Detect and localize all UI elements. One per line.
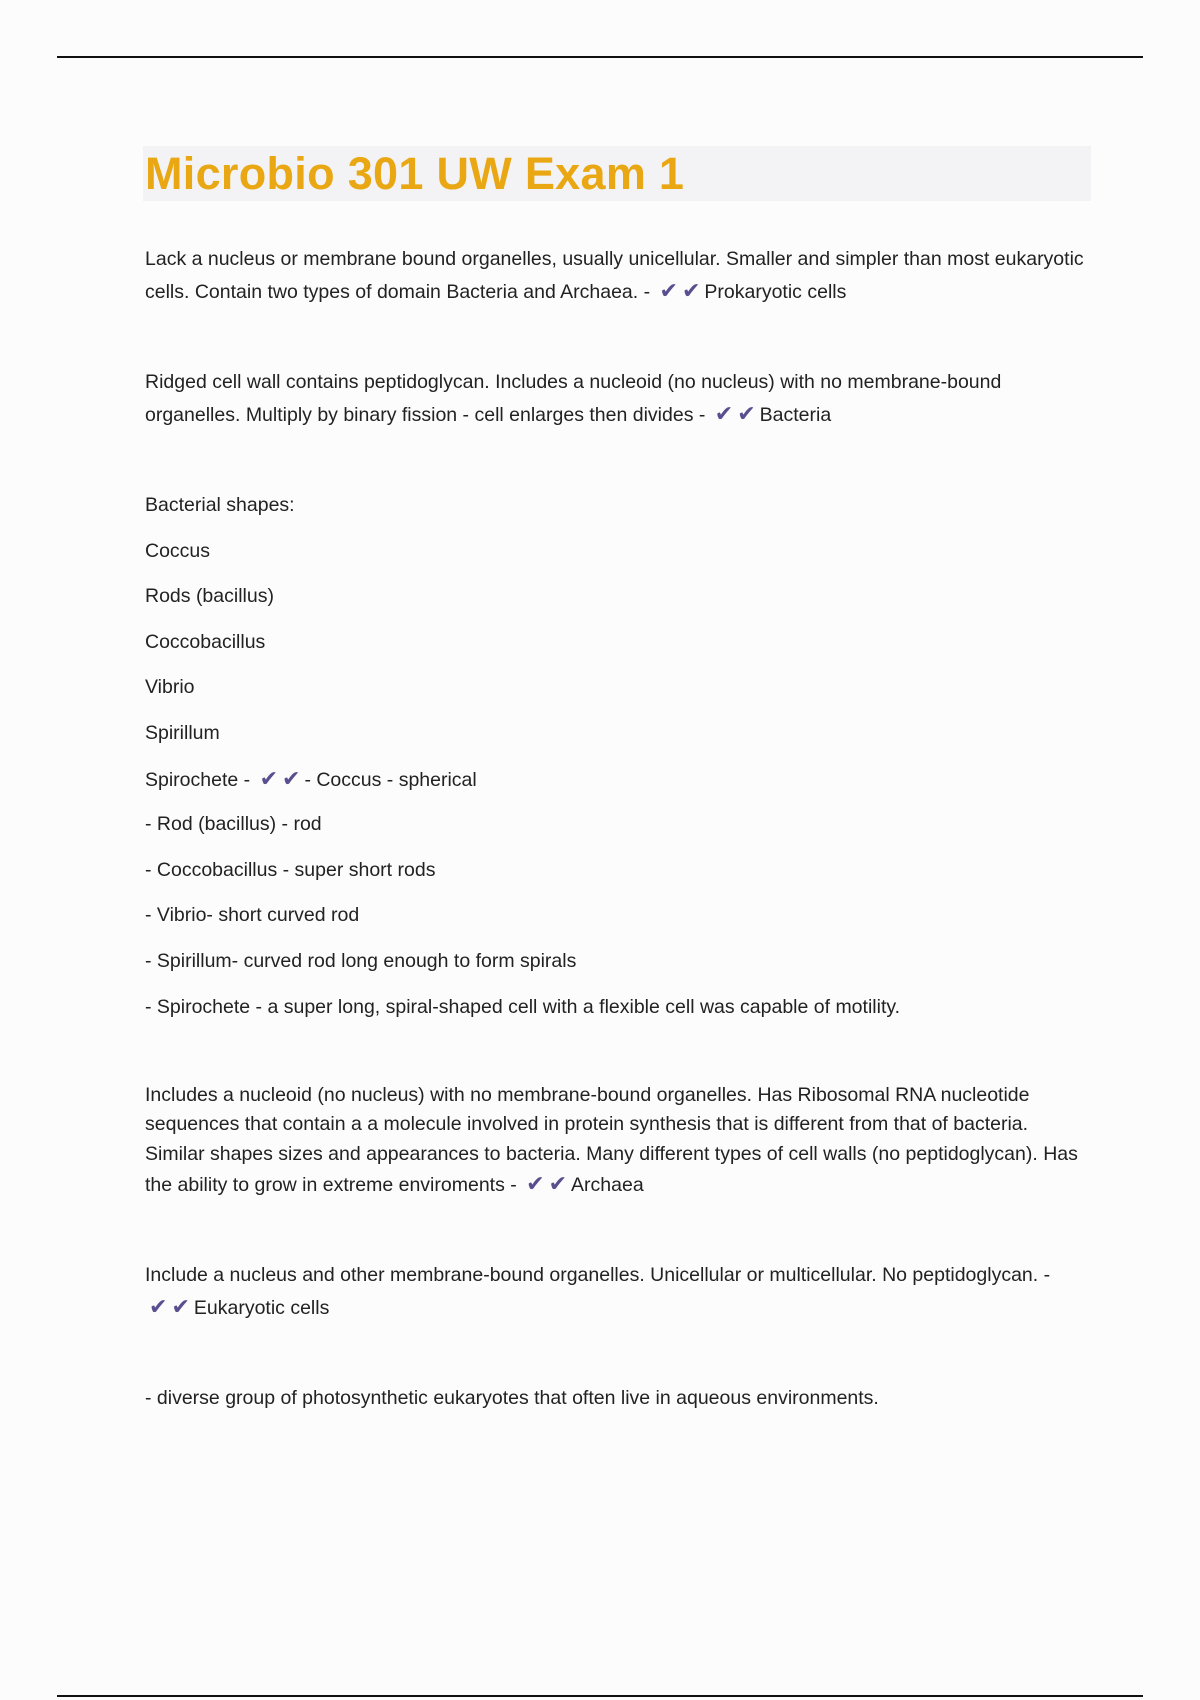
answer-marker — [715, 398, 756, 431]
document-title: Microbio 301 UW Exam 1 — [145, 148, 685, 199]
list-item: - Vibrio- short curved rod — [145, 904, 360, 927]
list-item: Rods (bacillus) — [145, 585, 274, 608]
check-icon: ✔ — [681, 278, 701, 303]
question-text: Includes a nucleoid (no nucleus) with no membrane-bound organelles. Has Ribosomal RNA nucleotide sequences that contain a a molecule involved in protein synthesis that is different from that of bacteria. Similar shapes sizes and appearances to bacteria. Many different types of cell walls (no peptidoglycan). Has the ability to grow in extreme enviroments - — [145, 1083, 1078, 1197]
question-text: Spirochete - — [145, 768, 251, 791]
flashcard-archaea — [145, 1081, 1090, 1201]
list-item: Spirillum — [145, 721, 220, 744]
check-icon: ✔ — [714, 401, 734, 426]
check-icon: ✔ — [149, 1293, 168, 1319]
list-item: Coccus — [145, 539, 211, 562]
question-text: Lack a nucleus or membrane bound organelles, usually unicellular. Smaller and simpler than most eukaryotic cells. Contain two types of domain Bacteria and Archaea. - — [145, 248, 1084, 303]
flashcard-bacteria — [145, 366, 1090, 431]
answer-text: Eukaryotic cells — [193, 1296, 330, 1319]
flashcard-eukaryotic — [145, 1259, 1090, 1324]
check-icon: ✔ — [171, 1293, 190, 1319]
list-item: - Coccobacillus - super short rods — [145, 858, 436, 881]
list-item: Bacterial shapes: — [145, 494, 295, 516]
answer-text: Prokaryotic cells — [704, 281, 847, 303]
list-item: - Spirochete - a super long, spiral-shaped cell with a flexible cell was capable of motility. — [145, 995, 901, 1018]
answer-marker — [149, 1291, 190, 1324]
list-item: Vibrio — [145, 676, 195, 699]
list-item: - Spirillum- curved rod long enough to form spirals — [145, 949, 577, 972]
answer-marker — [526, 1169, 567, 1201]
answer-text: Archaea — [571, 1174, 644, 1197]
answer-text: Bacteria — [759, 404, 832, 426]
flashcard-bacterial-shapes — [145, 489, 1090, 1023]
answer-marker — [660, 275, 701, 308]
question-text: Ridged cell wall contains peptidoglycan. Includes a nucleoid (no nucleus) with no membrane-bound organelles. Multiply by binary fission - cell enlarges then divides - — [145, 371, 1002, 426]
check-icon: ✔ — [282, 765, 301, 791]
check-icon: ✔ — [737, 401, 756, 426]
question-text: Include a nucleus and other membrane-bound organelles. Unicellular or multicellular. No peptidoglycan. - — [145, 1263, 1051, 1286]
list-item — [145, 763, 1090, 809]
top-rule — [57, 56, 1143, 58]
flashcard-algae-partial: - diverse group of photosynthetic eukaryotes that often live in aqueous environments. — [145, 1386, 879, 1409]
check-icon: ✔ — [259, 765, 278, 791]
check-icon: ✔ — [548, 1171, 568, 1197]
answer-marker — [260, 763, 301, 796]
answer-text: - Coccus - spherical — [304, 768, 477, 791]
check-icon: ✔ — [659, 278, 678, 303]
list-item: - Rod (bacillus) - rod — [145, 813, 322, 836]
document-body — [145, 243, 1090, 1414]
list-item: Coccobacillus — [145, 630, 266, 653]
flashcard-prokaryotic — [145, 243, 1090, 308]
check-icon: ✔ — [526, 1171, 545, 1197]
bottom-rule — [57, 1695, 1143, 1697]
